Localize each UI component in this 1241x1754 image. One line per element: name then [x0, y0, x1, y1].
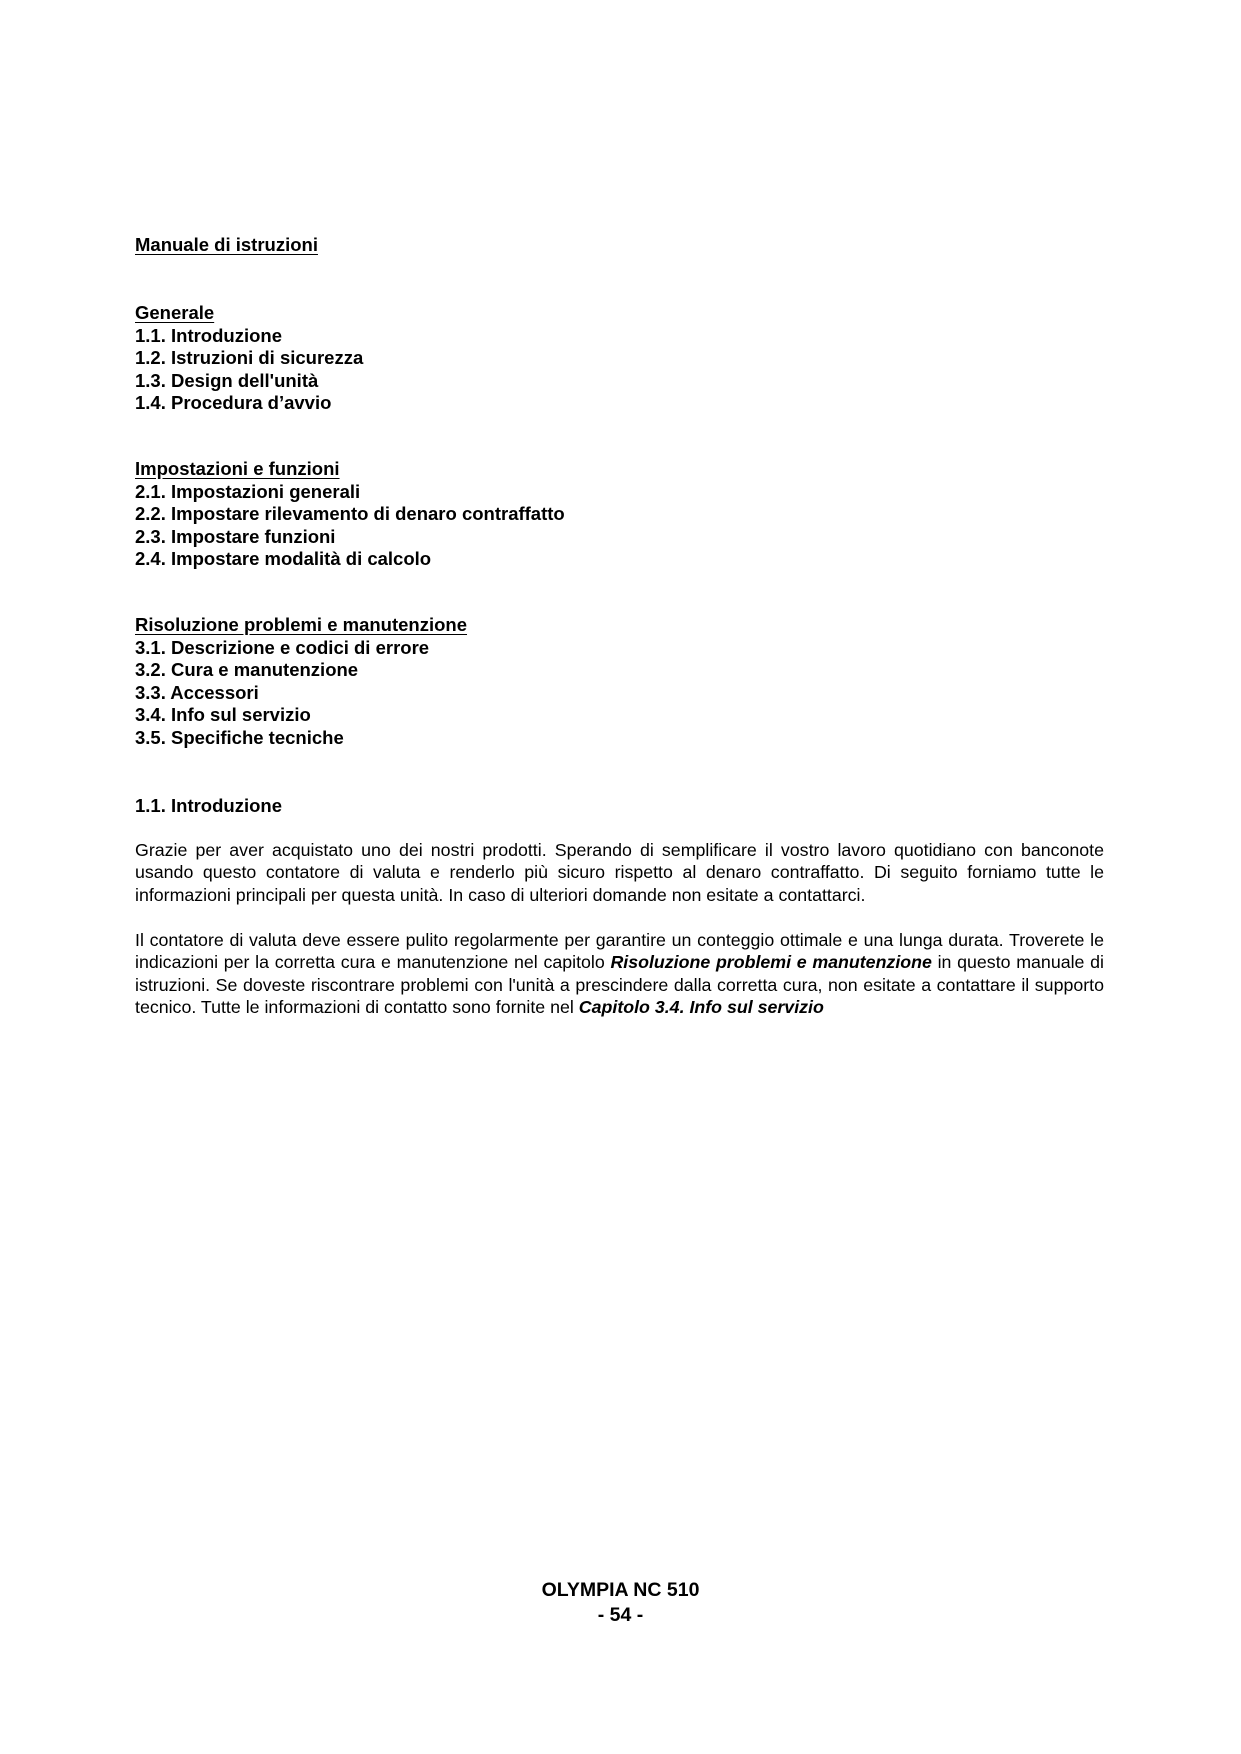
paragraph-text: in questo manuale di istruzioni. Se doveste riscontrare problemi con l'unità a prescindere dalla corretta cura, non esitate a contattare il supporto tecnico. Tutte le informazioni di contatto sono fornite nel — [135, 952, 1104, 1018]
manual-title: Manuale di istruzioni — [135, 234, 318, 255]
toc-item: 1.1. Introduzione — [135, 324, 282, 346]
toc-list — [135, 325, 363, 415]
page-number: - 54 - — [597, 1604, 644, 1626]
toc-heading: Generale — [135, 302, 215, 323]
toc-section-generale — [135, 302, 363, 415]
toc-heading: Risoluzione problemi e manutenzione — [135, 614, 468, 635]
toc-item: 3.4. Info sul servizio — [135, 704, 311, 726]
toc-heading: Impostazioni e funzioni — [135, 458, 340, 479]
toc-item: 3.5. Specifiche tecniche — [135, 726, 344, 748]
toc-item: 3.1. Descrizione e codici di errore — [135, 636, 430, 658]
toc-section-impostazioni — [135, 458, 565, 571]
toc-item: 2.1. Impostazioni generali — [135, 480, 361, 502]
toc-section-risoluzione — [135, 614, 467, 750]
toc-item: 1.2. Istruzioni di sicurezza — [135, 347, 364, 369]
toc-list — [135, 637, 467, 750]
paragraph-text: Il contatore di valuta deve essere pulito regolarmente per garantire un conteggio ottimale e una lunga durata. Troverete le indicazioni per la corretta cura e manutenzione nel capitolo — [135, 930, 1104, 973]
page-footer — [0, 1578, 1241, 1628]
section-title: 1.1. Introduzione — [135, 795, 282, 816]
toc-item: 2.3. Impostare funzioni — [135, 525, 336, 547]
toc-item: 2.2. Impostare rilevamento di denaro contraffatto — [135, 503, 565, 525]
toc-item: 2.4. Impostare modalità di calcolo — [135, 548, 432, 570]
intro-paragraph: Grazie per aver acquistato uno dei nostri prodotti. Sperando di semplificare il vostro lavoro quotidiano con banconote usando questo contatore di valuta e renderlo più sicuro rispetto al denaro contraffatto. Di seguito forniamo tutte le informazioni principali per questa unità. In caso di ulteriori domande non esitate a contattarci. — [135, 840, 1104, 905]
toc-item: 1.4. Procedura d’avvio — [135, 392, 332, 414]
toc-item: 3.3. Accessori — [135, 681, 259, 703]
chapter-reference: Capitolo 3.4. Info sul servizio — [578, 997, 824, 1018]
toc-item: 3.2. Cura e manutenzione — [135, 659, 359, 681]
footer-model: OLYMPIA NC 510 — [541, 1579, 700, 1601]
chapter-reference: Risoluzione problemi e manutenzione — [610, 952, 932, 973]
maintenance-paragraph — [135, 929, 1104, 1019]
toc-item: 1.3. Design dell'unità — [135, 369, 319, 391]
toc-list — [135, 481, 565, 571]
